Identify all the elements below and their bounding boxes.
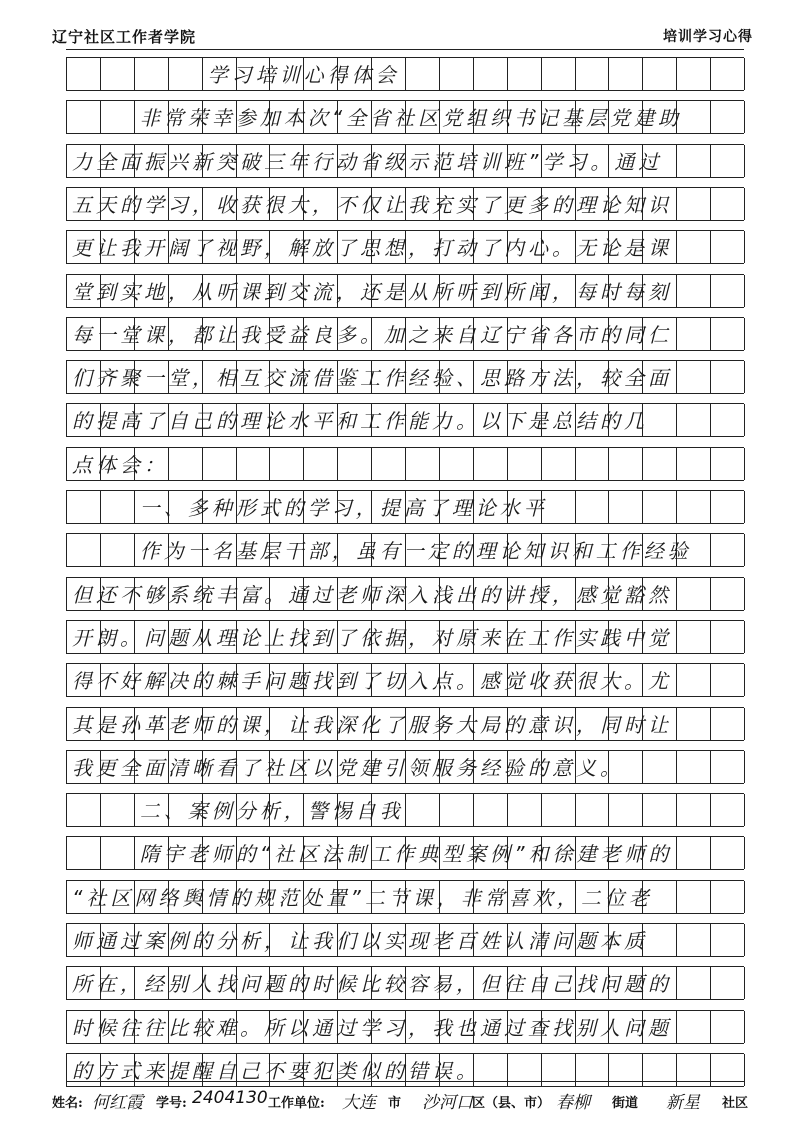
grid-cell-divider: [744, 188, 745, 220]
grid-row: [66, 620, 744, 654]
grid-cell-divider: [744, 491, 745, 523]
grid-cell-divider: [744, 361, 745, 393]
grid-row: [66, 317, 744, 351]
grid-cell-divider: [744, 58, 745, 90]
document-type: 培训学习心得: [663, 29, 753, 45]
grid-row: [66, 880, 744, 914]
grid-cell-divider: [744, 578, 745, 610]
grid-row: [66, 577, 744, 611]
grid-cell-divider: [744, 708, 745, 740]
grid-row: [66, 57, 744, 91]
work-unit-label: 工作单位:: [268, 1096, 325, 1111]
grid-cell-divider: [744, 101, 745, 133]
grid-cell-divider: [744, 534, 745, 566]
handwritten-line: 五天的学习，收获很大，不仅让我充实了更多的理论知识: [72, 192, 672, 217]
grid-cell-divider: [744, 1054, 745, 1086]
handwritten-line: 时候往往比较难。所以通过学习，我也通过查找别人问题: [72, 1015, 672, 1040]
grid-cell-divider: [744, 1011, 745, 1043]
district-suffix: 区（县、市）: [472, 1096, 551, 1111]
city-suffix: 市: [388, 1096, 402, 1111]
grid-cell-divider: [744, 881, 745, 913]
grid-row: [66, 360, 744, 394]
handwritten-line: 所在，经别人找问题的时候比较容易，但往自己找问题的: [72, 972, 672, 997]
grid-cell-divider: [744, 145, 745, 177]
grid-row: [66, 230, 744, 264]
grid-cell-divider: [744, 967, 745, 999]
grid-row: [66, 403, 744, 437]
grid-row: [66, 836, 744, 870]
grid-cell-divider: [744, 231, 745, 263]
handwritten-line: 的方式来提醒自己不要犯类似的错误。: [72, 1058, 480, 1083]
street-value: 春柳: [556, 1093, 590, 1113]
student-id-value: 2404130: [192, 1088, 268, 1108]
handwritten-line: 力全面振兴新突破三年行动省级示范培训班”学习。通过: [72, 149, 663, 174]
grid-row: [66, 707, 744, 741]
handwritten-line: 们齐聚一堂，相互交流借鉴工作经验、思路方法，较全面: [72, 366, 672, 391]
handwritten-line: 的提高了自己的理论水平和工作能力。以下是总结的几: [72, 409, 648, 434]
grid-cell-divider: [744, 448, 745, 480]
grid-cell-divider: [744, 664, 745, 696]
grid-row: [66, 187, 744, 221]
grid-cell-divider: [744, 621, 745, 653]
grid-cell-divider: [744, 275, 745, 307]
grid-row: [66, 144, 744, 178]
grid-row: [66, 274, 744, 308]
grid-cell-divider: [744, 751, 745, 783]
handwritten-line: 我更全面清晰看了社区以党建引领服务经验的意义。: [72, 755, 624, 780]
grid-cell-divider: [744, 318, 745, 350]
grid-row: [66, 1010, 744, 1044]
handwritten-line: 非常荣幸参加本次“全省社区党组织书记基层党建助: [139, 106, 683, 131]
writing-grid: [66, 49, 744, 1082]
handwritten-line: 隋宇老师的“社区法制工作典型案例”和徐建老师的: [139, 842, 673, 867]
grid-row: [66, 966, 744, 1000]
grid-cell-divider: [744, 837, 745, 869]
handwritten-line: 作为一名基层干部，虽有一定的理论知识和工作经验: [139, 539, 692, 564]
grid-row: [66, 490, 744, 524]
student-id-label: 学号:: [156, 1096, 187, 1111]
name-label: 姓名:: [52, 1096, 83, 1111]
handwritten-line: 二、案例分析，警惕自我: [139, 799, 404, 824]
name-value: 何红霞: [92, 1093, 143, 1113]
grid-row: [66, 923, 744, 957]
grid-cell-divider: [744, 794, 745, 826]
handwritten-line: 师通过案例的分析，让我们以实现老百姓认清问题本质: [72, 929, 648, 953]
grid-row: [66, 750, 744, 784]
city-value: 大连: [342, 1093, 376, 1113]
grid-row: [66, 100, 744, 134]
grid-row: [66, 663, 744, 697]
handwritten-line: 每一堂课，都让我受益良多。加之来自辽宁省各市的同仁: [72, 322, 672, 347]
grid-row: [66, 533, 744, 567]
handwritten-line: 但还不够系统丰富。通过老师深入浅出的讲授，感觉豁然: [72, 582, 672, 607]
grid-row: [66, 793, 744, 827]
handwritten-line: 得不好解决的棘手问题找到了切入点。感觉收获很大。尤: [72, 669, 672, 694]
community-value: 新星: [666, 1093, 700, 1113]
street-suffix: 街道: [612, 1096, 639, 1111]
handwritten-line: 开朗。问题从理论上找到了依据，对原来在工作实践中觉: [72, 625, 672, 650]
handwritten-line: 堂到实地，从听课到交流，还是从所听到所闻，每时每刻: [72, 279, 672, 304]
handwritten-line: 更让我开阔了视野，解放了思想，打动了内心。无论是课: [72, 236, 672, 261]
grid-cell-divider: [744, 924, 745, 956]
handwritten-line: 一、多种形式的学习，提高了理论水平: [139, 496, 548, 520]
grid-cell-divider: [744, 404, 745, 436]
grid-row: [66, 447, 744, 481]
handwritten-line: “社区网络舆情的规范处置”二节课，非常喜欢，二位老: [72, 885, 653, 910]
handwritten-line: 学习培训心得体会: [207, 63, 400, 87]
handwritten-line: 点体会：: [72, 452, 168, 477]
footer-info: [52, 1088, 762, 1114]
community-suffix: 社区: [722, 1096, 749, 1111]
institution-name: 辽宁社区工作者学院: [52, 28, 197, 46]
grid-row: [66, 1053, 744, 1087]
handwritten-line: 其是孙革老师的课，让我深化了服务大局的意识，同时让: [72, 712, 672, 737]
district-value: 沙河口: [422, 1093, 473, 1113]
